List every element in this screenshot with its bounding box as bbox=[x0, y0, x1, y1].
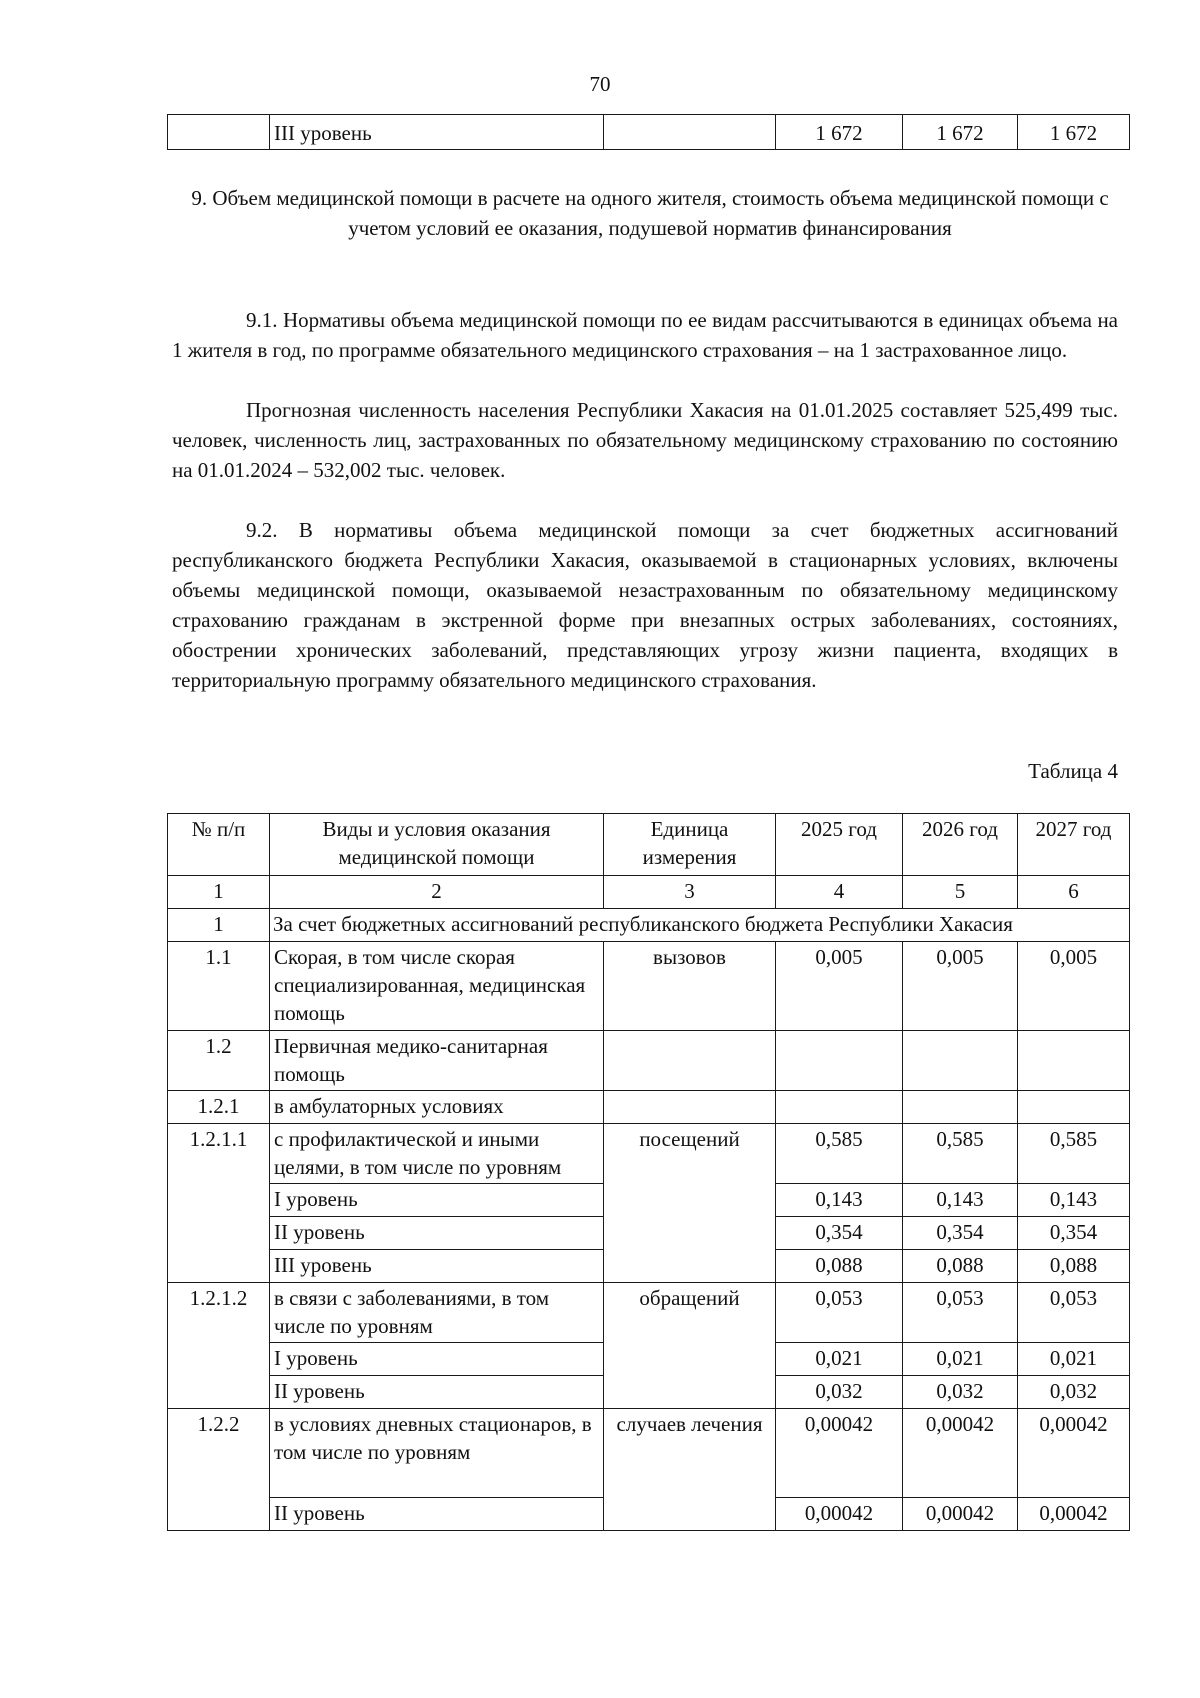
cell-label: II уровень bbox=[270, 1498, 604, 1531]
cell-label: в амбулаторных условиях bbox=[270, 1091, 604, 1124]
table-row bbox=[168, 942, 1130, 1031]
table-row bbox=[168, 1091, 1130, 1124]
cell-label: I уровень bbox=[270, 1184, 604, 1217]
cell-num bbox=[168, 115, 270, 150]
cell-2026: 0,354 bbox=[903, 1217, 1018, 1250]
cell-2026: 0,088 bbox=[903, 1250, 1018, 1283]
cell-2027 bbox=[1018, 1091, 1130, 1124]
cell-2026: 0,00042 bbox=[903, 1409, 1018, 1498]
cell-2027 bbox=[1018, 1031, 1130, 1091]
header-num: № п/п bbox=[168, 814, 270, 876]
column-numbers-row bbox=[168, 876, 1130, 909]
cell-label: Первичная медико-санитарная помощь bbox=[270, 1031, 604, 1091]
paragraph-9-2: 9.2. В нормативы объема медицинской помощи за счет бюджетных ассигнований республиканского бюджета Республики Хакасия, оказываемой в стационарных условиях, включены объемы медицинской помощи, оказываемой незастрахованным по обязательному медицинскому страхованию гражданам в экстренной форме при внезапных острых заболеваниях, состояниях, обострении хронических заболеваний, представляющих угрозу жизни пациента, входящих в территориальную программу обязательного медицинского страхования. bbox=[172, 518, 1118, 692]
cell-num: 1.2.1 bbox=[168, 1091, 270, 1124]
cell-num: 1.2.1.1 bbox=[168, 1124, 270, 1283]
table-row bbox=[168, 1124, 1130, 1184]
cell-unit bbox=[604, 1091, 776, 1124]
cell-num: 1.2.2 bbox=[168, 1409, 270, 1531]
cell-label: III уровень bbox=[270, 1250, 604, 1283]
cell-label: II уровень bbox=[270, 1217, 604, 1250]
cell-label: III уровень bbox=[270, 115, 604, 150]
cell-2026: 0,032 bbox=[903, 1376, 1018, 1409]
table-row bbox=[168, 115, 1130, 150]
colnum-6: 6 bbox=[1018, 876, 1130, 909]
cell-section-label: За счет бюджетных ассигнований республиканского бюджета Республики Хакасия bbox=[270, 909, 1130, 942]
section-row bbox=[168, 909, 1130, 942]
cell-2025 bbox=[776, 1091, 903, 1124]
cell-num: 1.2 bbox=[168, 1031, 270, 1091]
cell-2027: 0,088 bbox=[1018, 1250, 1130, 1283]
cell-2026: 0,00042 bbox=[903, 1498, 1018, 1531]
cell-unit: случаев лечения bbox=[604, 1409, 776, 1531]
cell-num: 1.1 bbox=[168, 942, 270, 1031]
cell-2026: 0,053 bbox=[903, 1283, 1018, 1343]
cell-unit bbox=[604, 1031, 776, 1091]
colnum-2: 2 bbox=[270, 876, 604, 909]
cell-2027: 0,00042 bbox=[1018, 1498, 1130, 1531]
colnum-4: 4 bbox=[776, 876, 903, 909]
page-number: 70 bbox=[589, 72, 611, 96]
cell-unit: обращений bbox=[604, 1283, 776, 1409]
cell-num: 1.2.1.2 bbox=[168, 1283, 270, 1409]
cell-unit: вызовов bbox=[604, 942, 776, 1031]
cell-2025: 0,053 bbox=[776, 1283, 903, 1343]
colnum-1: 1 bbox=[168, 876, 270, 909]
section-heading: 9. Объем медицинской помощи в расчете на одного жителя, стоимость объема медицинской помощи с учетом условий ее оказания, подушевой норматив финансирования bbox=[191, 186, 1109, 240]
cell-2027: 0,354 bbox=[1018, 1217, 1130, 1250]
cell-2025: 0,354 bbox=[776, 1217, 903, 1250]
cell-2027: 0,053 bbox=[1018, 1283, 1130, 1343]
cell-2025: 0,032 bbox=[776, 1376, 903, 1409]
cell-2027: 0,021 bbox=[1018, 1343, 1130, 1376]
cell-2027: 1 672 bbox=[1018, 115, 1130, 150]
cell-label: II уровень bbox=[270, 1376, 604, 1409]
cell-2025: 1 672 bbox=[776, 115, 903, 150]
cell-2026 bbox=[903, 1091, 1018, 1124]
cell-label: I уровень bbox=[270, 1343, 604, 1376]
cell-label: в связи с заболеваниями, в том числе по уровням bbox=[270, 1283, 604, 1343]
table-header-row bbox=[168, 814, 1130, 876]
cell-2026: 0,143 bbox=[903, 1184, 1018, 1217]
table-row bbox=[168, 1031, 1130, 1091]
cell-num: 1 bbox=[168, 909, 270, 942]
header-unit: Единица измерения bbox=[604, 814, 776, 876]
cell-2025: 0,585 bbox=[776, 1124, 903, 1184]
cell-2026: 0,585 bbox=[903, 1124, 1018, 1184]
header-2026: 2026 год bbox=[903, 814, 1018, 876]
cell-2026: 0,021 bbox=[903, 1343, 1018, 1376]
cell-unit: посещений bbox=[604, 1124, 776, 1283]
cell-2027: 0,00042 bbox=[1018, 1409, 1130, 1498]
cell-2027: 0,032 bbox=[1018, 1376, 1130, 1409]
colnum-3: 3 bbox=[604, 876, 776, 909]
paragraph-population: Прогнозная численность населения Республики Хакасия на 01.01.2025 составляет 525,499 тыс. человек, численность лиц, застрахованных по обязательному медицинскому страхованию по состоянию на 01.01.2024 – 532,002 тыс. человек. bbox=[172, 398, 1118, 482]
colnum-5: 5 bbox=[903, 876, 1018, 909]
cell-2026: 0,005 bbox=[903, 942, 1018, 1031]
cell-label: Скорая, в том числе скорая специализированная, медицинская помощь bbox=[270, 942, 604, 1031]
cell-2025: 0,00042 bbox=[776, 1498, 903, 1531]
cell-2026 bbox=[903, 1031, 1018, 1091]
cell-label: в условиях дневных стационаров, в том числе по уровням bbox=[270, 1409, 604, 1498]
cell-2025: 0,00042 bbox=[776, 1409, 903, 1498]
cell-2027: 0,143 bbox=[1018, 1184, 1130, 1217]
cell-2027: 0,585 bbox=[1018, 1124, 1130, 1184]
cell-label: с профилактической и иными целями, в том числе по уровням bbox=[270, 1124, 604, 1184]
cell-2027: 0,005 bbox=[1018, 942, 1130, 1031]
cell-2026: 1 672 bbox=[903, 115, 1018, 150]
table-row bbox=[168, 1409, 1130, 1498]
cell-2025: 0,005 bbox=[776, 942, 903, 1031]
table-caption: Таблица 4 bbox=[1028, 759, 1118, 783]
cell-2025: 0,088 bbox=[776, 1250, 903, 1283]
cell-2025: 0,021 bbox=[776, 1343, 903, 1376]
header-2025: 2025 год bbox=[776, 814, 903, 876]
continued-table bbox=[167, 114, 1130, 150]
table-4 bbox=[167, 813, 1130, 1531]
header-2027: 2027 год bbox=[1018, 814, 1130, 876]
cell-2025: 0,143 bbox=[776, 1184, 903, 1217]
cell-2025 bbox=[776, 1031, 903, 1091]
cell-unit bbox=[604, 115, 776, 150]
paragraph-9-1: 9.1. Нормативы объема медицинской помощи по ее видам рассчитываются в единицах объема на 1 жителя в год, по программе обязательного медицинского страхования – на 1 застрахованное лицо. bbox=[172, 308, 1118, 362]
header-type: Виды и условия оказания медицинской помощи bbox=[270, 814, 604, 876]
table-row bbox=[168, 1283, 1130, 1343]
